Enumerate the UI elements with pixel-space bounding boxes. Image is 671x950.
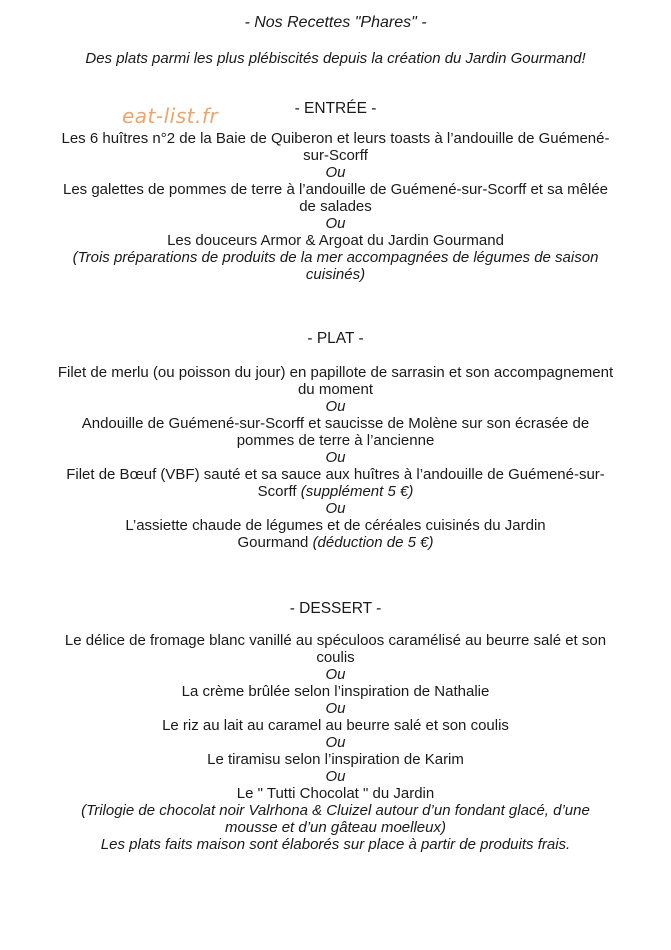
menu-subtitle: Des plats parmi les plus plébiscités depuis la création du Jardin Gourmand! bbox=[85, 50, 586, 67]
dessert-item-5-note-2: mousse et d’un gâteau moelleux) bbox=[225, 819, 446, 836]
entree-item-3-line-1: Les douceurs Armor & Argoat du Jardin Gourmand bbox=[167, 232, 504, 249]
plat-item-3-line-2: Scorff bbox=[257, 483, 297, 500]
entree-item-1-line-2: sur-Scorff bbox=[303, 147, 368, 164]
or-separator: Ou bbox=[325, 700, 346, 717]
eat-list-watermark: eat-list.fr bbox=[122, 104, 219, 128]
dessert-item-5-note-1: (Trilogie de chocolat noir Valrhona & Cluizel autour d’un fondant glacé, d’une bbox=[81, 802, 590, 819]
or-separator: Ou bbox=[325, 215, 346, 232]
dessert-items bbox=[20, 632, 651, 853]
dessert-item-2: La crème brûlée selon l’inspiration de Nathalie bbox=[181, 683, 490, 700]
entree-item-1-line-1: Les 6 huîtres n°2 de la Baie de Quiberon et leurs toasts à l’andouille de Guémené- bbox=[61, 130, 610, 147]
or-separator: Ou bbox=[325, 449, 346, 466]
plat-item-3-line-2-wrap bbox=[20, 483, 651, 500]
dessert-item-4: Le tiramisu selon l’inspiration de Karim bbox=[207, 751, 464, 768]
entree-items bbox=[20, 130, 651, 283]
plat-item-2-line-2: pommes de terre à l’ancienne bbox=[236, 432, 435, 449]
plat-item-2-line-1: Andouille de Guémené-sur-Scorff et saucisse de Molène sur son écrasée de bbox=[81, 415, 590, 432]
plat-item-1-line-1: Filet de merlu (ou poisson du jour) en papillote de sarrasin et son accompagnement bbox=[57, 364, 614, 381]
menu-subtitle-block bbox=[20, 50, 651, 67]
entree-section bbox=[20, 100, 651, 118]
or-separator: Ou bbox=[325, 768, 346, 785]
menu-header bbox=[20, 14, 651, 32]
menu-title: - Nos Recettes "Phares" - bbox=[244, 14, 427, 31]
plat-item-3-line-1: Filet de Bœuf (VBF) sauté et sa sauce aux huîtres à l’andouille de Guémené-sur- bbox=[66, 466, 605, 483]
or-separator: Ou bbox=[325, 734, 346, 751]
or-separator: Ou bbox=[325, 666, 346, 683]
or-separator: Ou bbox=[325, 398, 346, 415]
plat-item-3-note: (supplément 5 €) bbox=[300, 483, 414, 500]
entree-item-2-line-1: Les galettes de pommes de terre à l’andouille de Guémené-sur-Scorff et sa mêlée bbox=[62, 181, 609, 198]
plat-item-1-line-2: du moment bbox=[297, 381, 374, 398]
plat-item-4-line-2: Gourmand bbox=[237, 534, 309, 551]
or-separator: Ou bbox=[325, 500, 346, 517]
entree-item-2-line-2: de salades bbox=[299, 198, 372, 215]
plat-item-4-line-1: L’assiette chaude de légumes et de céréales cuisinés du Jardin bbox=[125, 517, 546, 534]
dessert-section bbox=[20, 600, 651, 618]
entree-item-3-note-1: (Trois préparations de produits de la mer accompagnées de légumes de saison bbox=[72, 249, 599, 266]
plat-items bbox=[20, 364, 651, 551]
plat-item-4-line-2-wrap bbox=[20, 534, 651, 551]
plat-item-4-note: (déduction de 5 €) bbox=[312, 534, 434, 551]
entree-item-3-note-2: cuisinés) bbox=[305, 266, 366, 283]
dessert-item-1-line-2: coulis bbox=[316, 649, 355, 666]
plat-heading: - PLAT - bbox=[307, 330, 364, 347]
plat-section bbox=[20, 330, 651, 348]
dessert-item-5: Le " Tutti Chocolat " du Jardin bbox=[236, 785, 435, 802]
entree-heading: - ENTRÉE - bbox=[294, 100, 377, 117]
dessert-heading: - DESSERT - bbox=[289, 600, 382, 617]
or-separator: Ou bbox=[325, 164, 346, 181]
dessert-item-1-line-1: Le délice de fromage blanc vanillé au spéculoos caramélisé au beurre salé et son bbox=[64, 632, 607, 649]
homemade-footer: Les plats faits maison sont élaborés sur place à partir de produits frais. bbox=[100, 836, 571, 853]
dessert-item-3: Le riz au lait au caramel au beurre salé et son coulis bbox=[162, 717, 509, 734]
